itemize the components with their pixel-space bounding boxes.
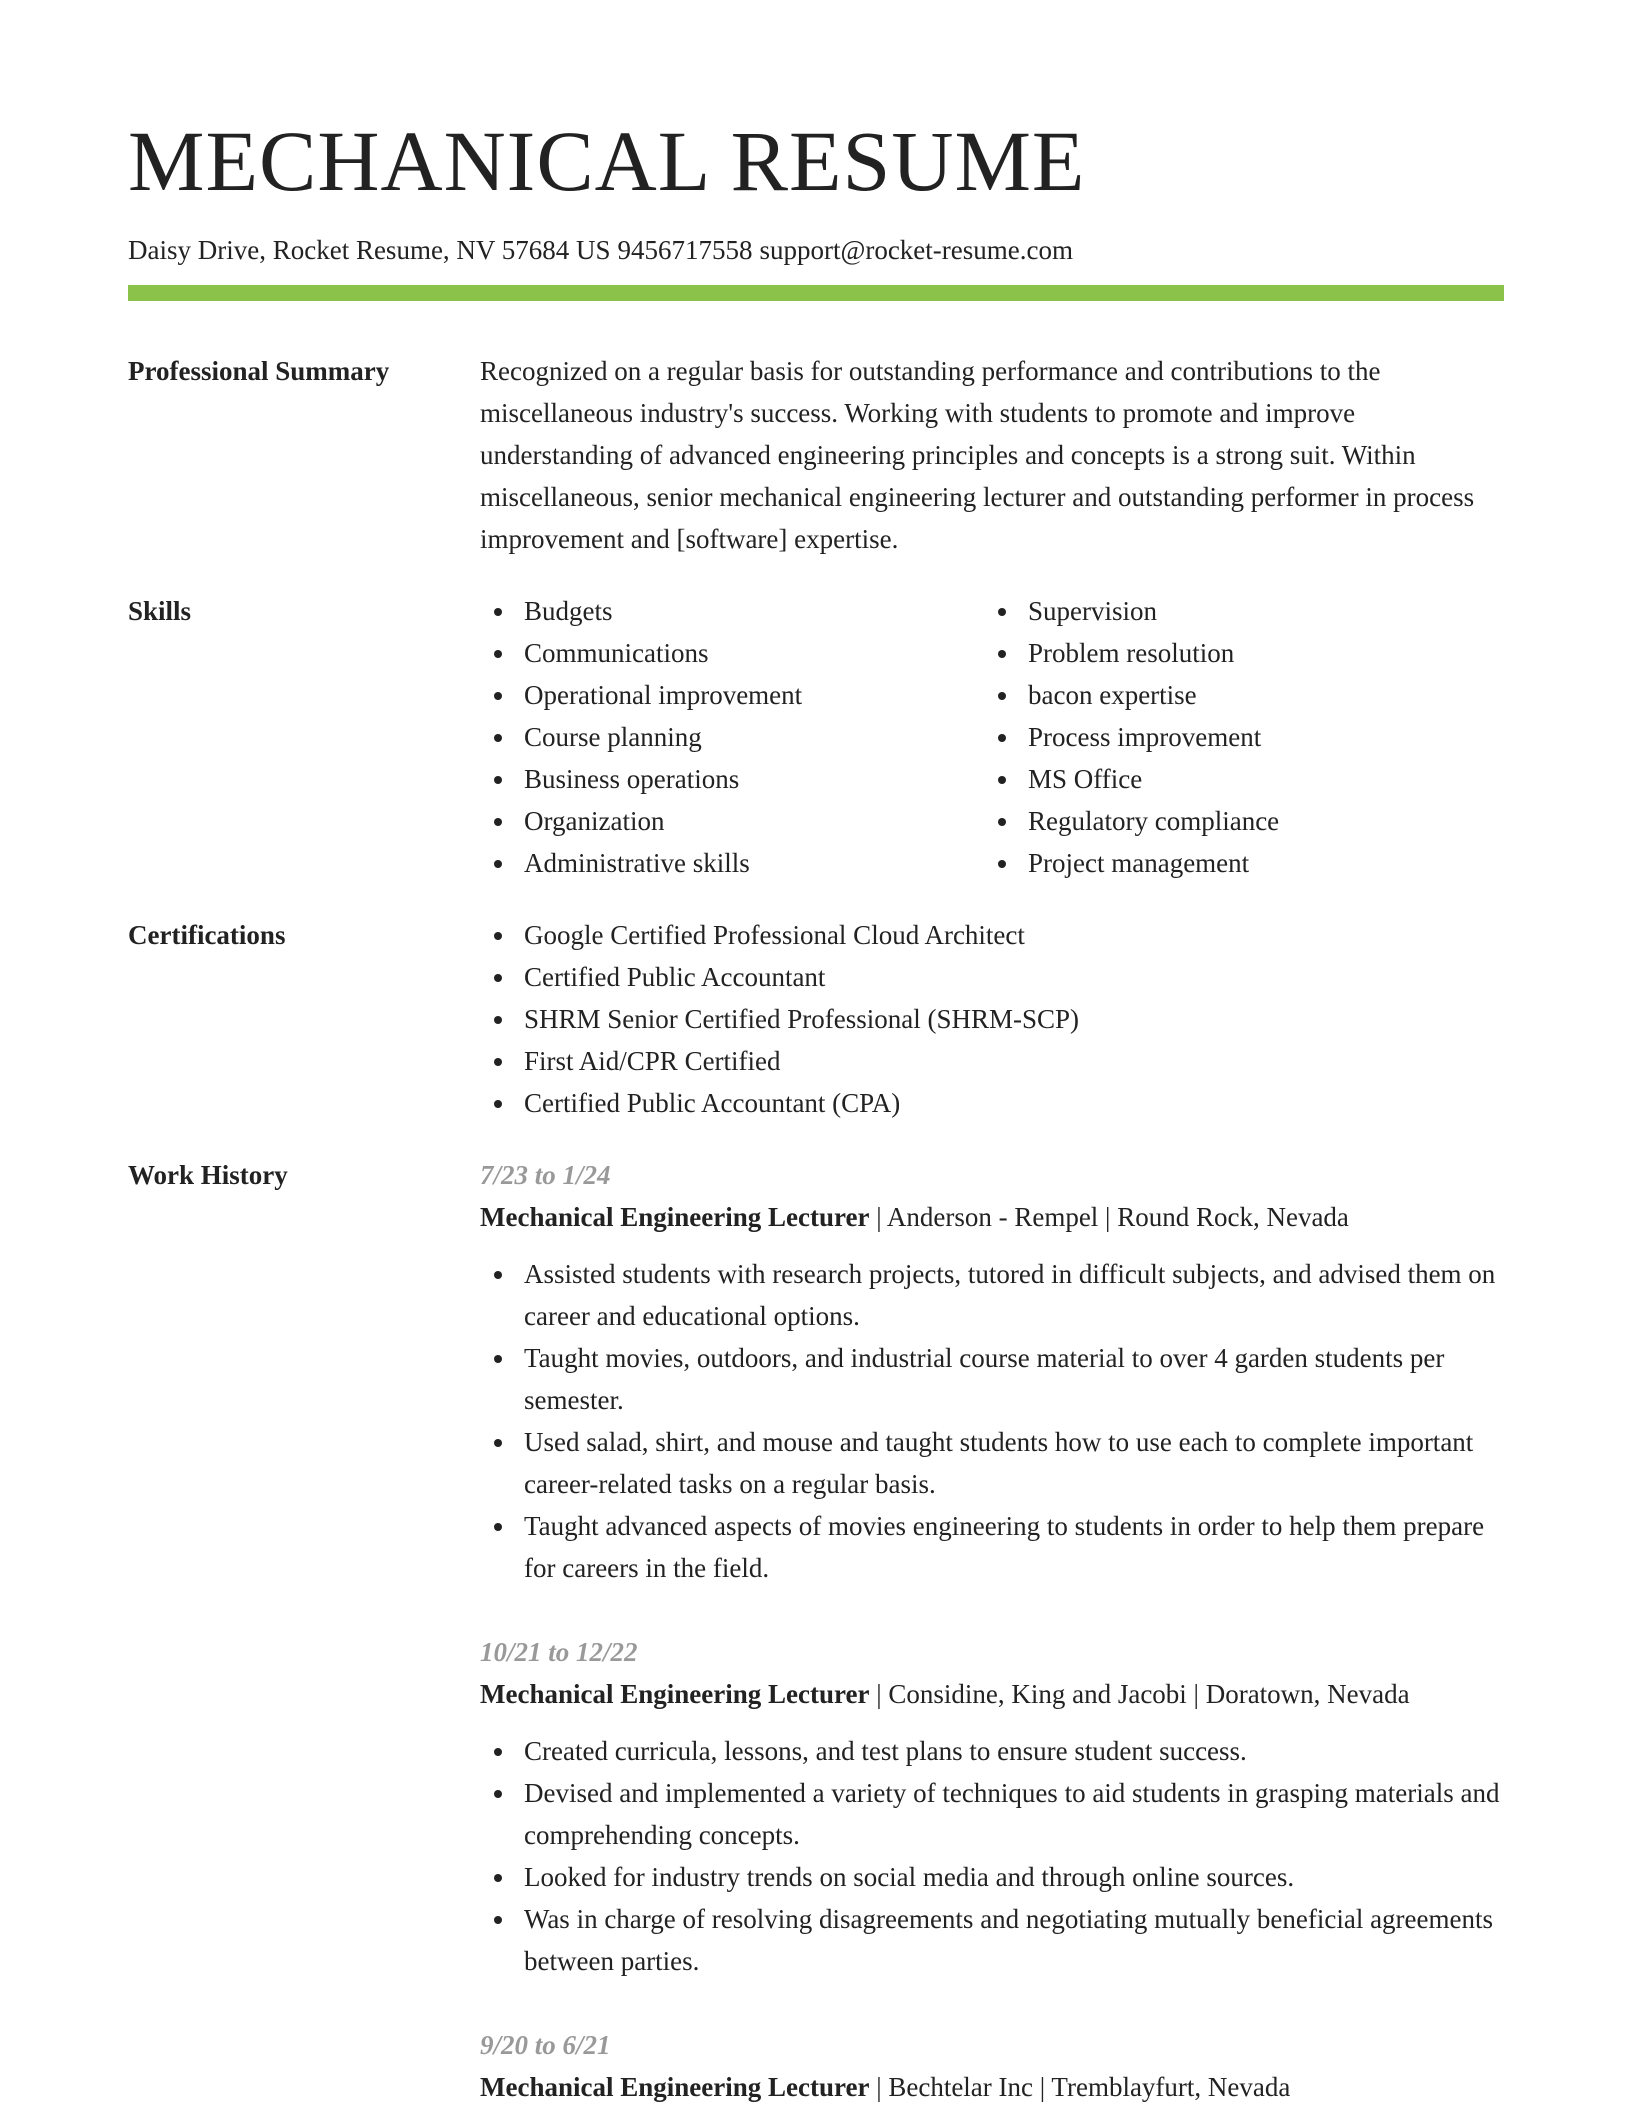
certification-item: Certified Public Accountant: [480, 956, 1504, 998]
contact-address: Daisy Drive, Rocket Resume, NV 57684 US: [128, 235, 611, 265]
contact-email: support@rocket-resume.com: [759, 235, 1073, 265]
work-history-section: [128, 1154, 1504, 2112]
certification-item: Google Certified Professional Cloud Architect: [480, 914, 1504, 956]
job-bullet: Used salad, shirt, and mouse and taught students how to use each to complete important career-related tasks on a regular basis.: [480, 1421, 1504, 1505]
job-bullet: Devised and implemented a variety of techniques to aid students in grasping materials and comprehending concepts.: [480, 1772, 1504, 1856]
work-history-list: [480, 1154, 1504, 2112]
job-dates: 10/21 to 12/22: [480, 1637, 638, 1667]
skill-item: Communications: [480, 632, 984, 674]
job-bullet: Taught movies, outdoors, and industrial course material to over 4 garden students per semester.: [480, 1337, 1504, 1421]
accent-divider: [128, 285, 1504, 301]
professional-summary-section: [128, 350, 1504, 560]
skill-item: Business operations: [480, 758, 984, 800]
certifications-list: [480, 914, 1504, 1124]
job-dates: 9/20 to 6/21: [480, 2030, 611, 2060]
skill-item: MS Office: [984, 758, 1488, 800]
skill-item: Organization: [480, 800, 984, 842]
section-label: Professional Summary: [128, 356, 390, 386]
certification-item: SHRM Senior Certified Professional (SHRM-SCP): [480, 998, 1504, 1040]
certification-bullets: [480, 914, 1504, 1124]
contact-line: [128, 232, 1073, 268]
section-label: Skills: [128, 596, 192, 626]
skill-item: Budgets: [480, 590, 984, 632]
section-label: Work History: [128, 1160, 288, 1190]
resume-title: MECHANICAL RESUME: [128, 113, 1086, 209]
skill-item: Administrative skills: [480, 842, 984, 884]
job-entry: [480, 1154, 1504, 1589]
job-bullet: Created curricula, lessons, and test plans to ensure student success.: [480, 1730, 1504, 1772]
skill-item: Problem resolution: [984, 632, 1488, 674]
skills-list: [480, 590, 1504, 884]
job-dates: 7/23 to 1/24: [480, 1160, 611, 1190]
job-title: Mechanical Engineering Lecturer: [480, 2072, 870, 2102]
job-bullet: Was in charge of resolving disagreements and negotiating mutually beneficial agreements between parties.: [480, 1898, 1504, 1982]
skill-item: bacon expertise: [984, 674, 1488, 716]
job-details: | Bechtelar Inc | Tremblayfurt, Nevada: [869, 2072, 1291, 2102]
job-entry: [480, 1631, 1504, 1982]
resume-sections: [128, 350, 1504, 2112]
skill-item: Operational improvement: [480, 674, 984, 716]
section-label: Certifications: [128, 920, 286, 950]
skill-item: Course planning: [480, 716, 984, 758]
skill-item: Regulatory compliance: [984, 800, 1488, 842]
job-heading: [480, 1673, 1504, 1715]
certifications-section: [128, 914, 1504, 1124]
certification-item: First Aid/CPR Certified: [480, 1040, 1504, 1082]
job-details: | Considine, King and Jacobi | Doratown, Nevada: [869, 1679, 1410, 1709]
job-entry: [480, 2024, 1504, 2108]
job-bullets: [480, 1253, 1504, 1589]
skills-column-right: [984, 590, 1488, 884]
job-details: | Anderson - Rempel | Round Rock, Nevada: [869, 1202, 1349, 1232]
job-heading: [480, 2066, 1504, 2108]
job-heading: [480, 1196, 1504, 1238]
skill-item: Process improvement: [984, 716, 1488, 758]
certification-item: Certified Public Accountant (CPA): [480, 1082, 1504, 1124]
job-bullets: [480, 1730, 1504, 1982]
job-bullet: Looked for industry trends on social media and through online sources.: [480, 1856, 1504, 1898]
job-title: Mechanical Engineering Lecturer: [480, 1202, 870, 1232]
skill-item: Project management: [984, 842, 1488, 884]
job-bullet: Taught advanced aspects of movies engineering to students in order to help them prepare for careers in the field.: [480, 1505, 1504, 1589]
contact-phone: 9456717558: [617, 235, 753, 265]
skills-column-left: [480, 590, 984, 884]
job-title: Mechanical Engineering Lecturer: [480, 1679, 870, 1709]
skills-section: [128, 590, 1504, 884]
job-bullet: Assisted students with research projects, tutored in difficult subjects, and advised them on career and educational options.: [480, 1253, 1504, 1337]
summary-text: Recognized on a regular basis for outstanding performance and contributions to the miscellaneous industry's success. Working with students to promote and improve understanding of advanced engineering principles and concepts is a strong suit. Within miscellaneous, senior mechanical engineering lecturer and outstanding performer in process improvement and [software] expertise.: [480, 356, 1475, 554]
skill-item: Supervision: [984, 590, 1488, 632]
